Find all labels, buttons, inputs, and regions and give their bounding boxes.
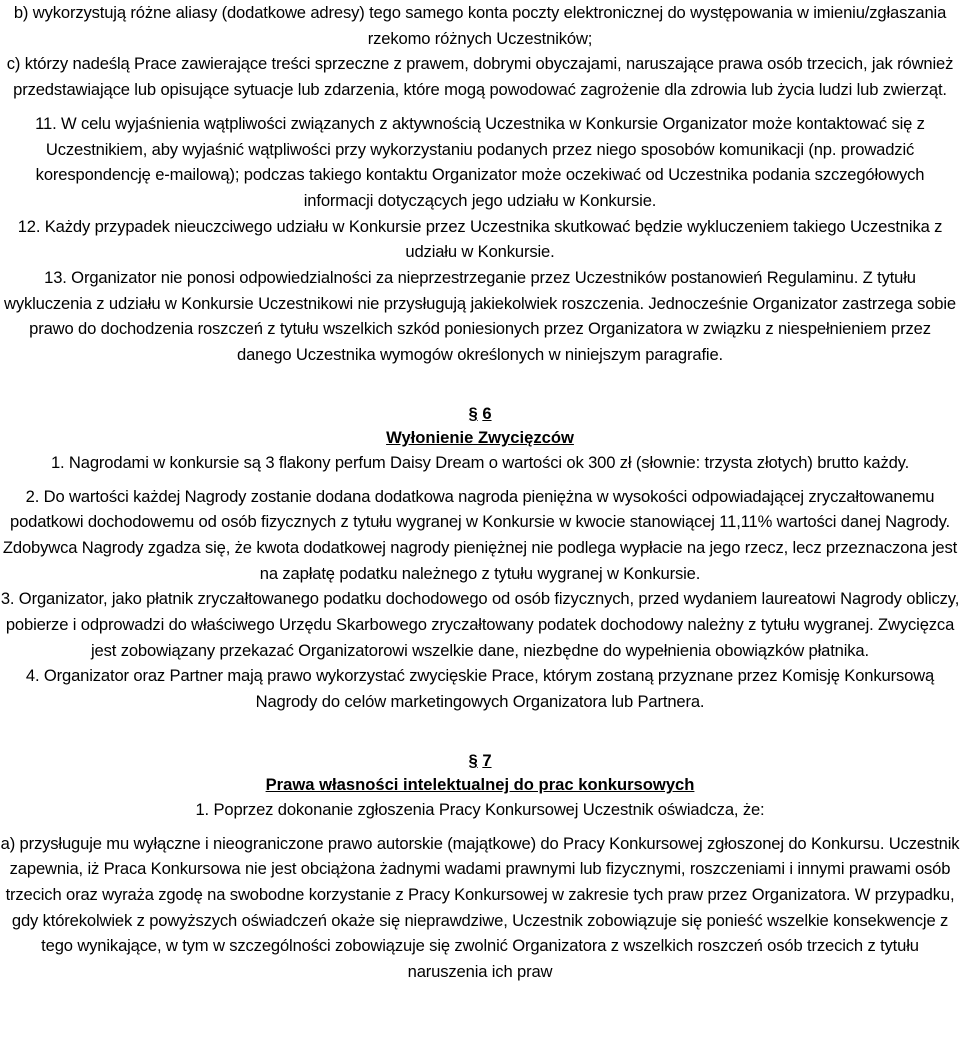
section-7-heading xyxy=(0,749,960,773)
section-7-item-1: 1. Poprzez dokonanie zgłoszenia Pracy Konkursowej Uczestnik oświadcza, że: xyxy=(195,799,765,819)
section-6-title: Wyłonienie Zwycięzców xyxy=(386,427,574,447)
section-6-item-1: 1. Nagrodami w konkursie są 3 flakony perfum Daisy Dream o wartości ok 300 zł (słownie: trzysta złotych) brutto każdy. xyxy=(50,452,910,472)
paragraph-11: 11. W celu wyjaśnienia wątpliwości związanych z aktywnością Uczestnika w Konkursie Organizator może kontaktować się z Uczestnikiem, aby wyjaśnić wątpliwości przy wykorzystaniu podanych przez niego sposobów komunikacji (np. prowadzić korespondencję e-mailową); podczas takiego kontaktu Organizator może oczekiwać od Uczestnika podania szczegółowych informacji dotyczących jego udziału w Konkursie. xyxy=(35,113,925,210)
paragraph-c: c) którzy nadeślą Prace zawierające treści sprzeczne z prawem, dobrymi obyczajami, naruszające prawa osób trzecich, jak również przedstawiające lub opisujące sytuacje lub zdarzenia, które mogą powodować zagrożenie dla zdrowia lub życia ludzi lub zwierząt. xyxy=(6,54,954,100)
section-7-title: Prawa własności intelektualnej do prac konkursowych xyxy=(265,774,695,794)
paragraph-13: 13. Organizator nie ponosi odpowiedzialności za nieprzestrzeganie przez Uczestników postanowień Regulaminu. Z tytułu wykluczenia z udziału w Konkursie Uczestnikowi nie przysługują jakiekolwiek roszczenia. Jednocześnie Organizator zastrzega sobie prawo do dochodzenia roszczeń z tytułu wszelkich szkód poniesionych przez Organizatora w związku z niespełnieniem przez danego Uczestnika wymogów określonych w niniejszym paragrafie. xyxy=(4,268,956,365)
paragraph-b: b) wykorzystują różne aliasy (dodatkowe adresy) tego samego konta poczty elektronicznej do występowania w imieniu/zgłaszania rzekomo różnych Uczestników; xyxy=(13,3,947,48)
section-symbol: § xyxy=(468,750,478,770)
section-6-item-2: 2. Do wartości każdej Nagrody zostanie dodana dodatkowa nagroda pieniężna w wysokości odpowiadającej zryczałtowanemu podatkowi dochodowemu od osób fizycznych z tytułu wygranej w Konkursie w kwocie stanowiącej 11,11% wartości danej Nagrody. Zdobywca Nagrody zgadza się, że kwota dodatkowej nagrody pieniężnej nie podlega wypłacie na jego rzecz, lecz przeznaczona jest na zapłatę podatku należnego z tytułu wygranej w Konkursie. xyxy=(2,486,958,583)
paragraph-12: 12. Każdy przypadek nieuczciwego udziału w Konkursie przez Uczestnika skutkować będzie wykluczeniem takiego Uczestnika z udziału w Konkursie. xyxy=(17,216,943,262)
section-6-heading xyxy=(0,402,960,426)
section-6-item-4: 4. Organizator oraz Partner mają prawo wykorzystać zwycięskie Prace, którym zostaną przyznane przez Komisję Konkursową Nagrody do celów marketingowych Organizatora lub Partnera. xyxy=(25,666,935,712)
section-6-item-3: 3. Organizator, jako płatnik zryczałtowanego podatku dochodowego od osób fizycznych, przed wydaniem laureatowi Nagrody obliczy, pobierze i odprowadzi do właściwego Urzędu Skarbowego zryczałtowany podatek dochodowy należny z tytułu wygranej. Zwycięzca jest zobowiązany przekazać Organizatorowi wszelkie dane, niezbędne do wypełnienia obowiązków płatnika. xyxy=(0,589,960,660)
section-symbol: § xyxy=(468,403,478,423)
section-7-item-a: a) przysługuje mu wyłączne i nieograniczone prawo autorskie (majątkowe) do Pracy Konkursowej zgłoszonej do Konkursu. Uczestnik zapewnia, iż Praca Konkursowa nie jest obciążona żadnymi wadami prawnymi lub fizycznymi, roszczeniami i innymi prawami osób trzecich oraz wyraża zgodę na swobodne korzystanie z Pracy Konkursowej w zakresie tych praw przez Organizatora. W przypadku, gdy którekolwiek z powyższych oświadczeń okaże się nieprawdziwe, Uczestnik zobowiązuje się ponieść wszelkie konsekwencje z tego wynikające, w tym w szczególności zobowiązuje się zwolnić Organizatora z wszelkich roszczeń osób trzecich z tytułu naruszenia ich praw xyxy=(0,833,960,982)
section-number: 7 xyxy=(482,750,492,770)
section-number: 6 xyxy=(482,403,492,423)
